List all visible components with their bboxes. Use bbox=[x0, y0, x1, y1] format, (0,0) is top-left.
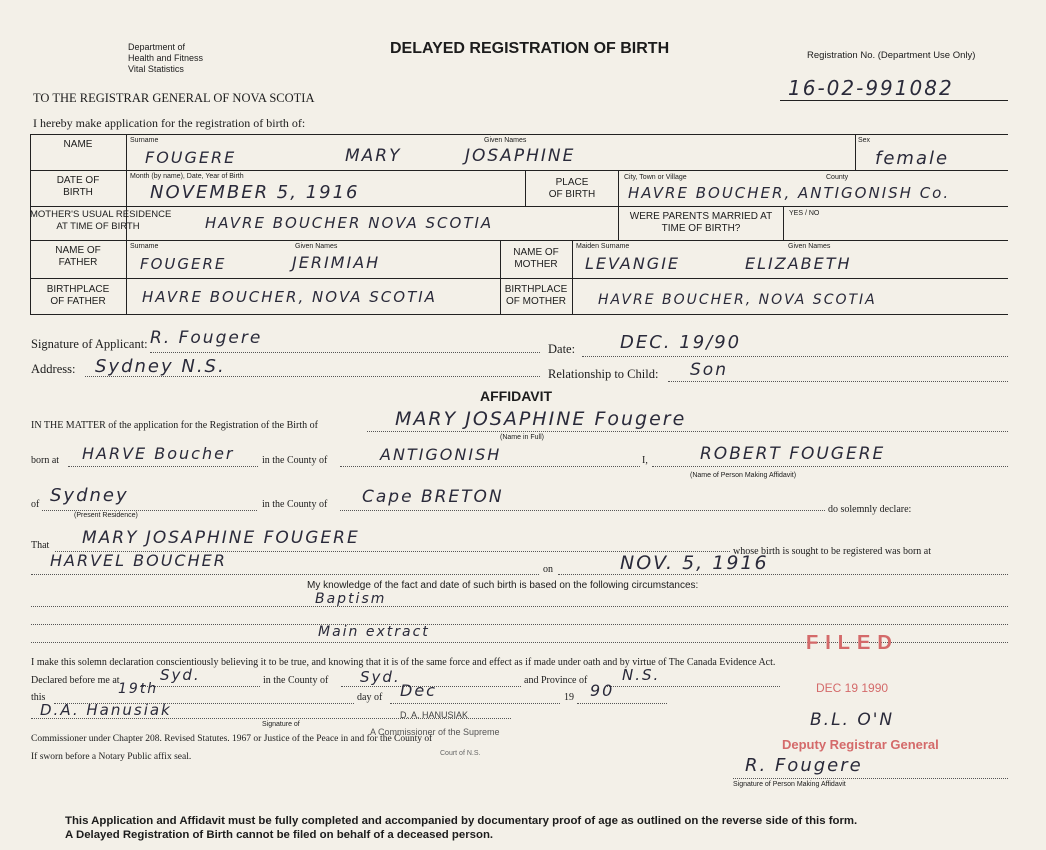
declared-county: Syd. bbox=[360, 668, 401, 686]
child-given-2: JOSAPHINE bbox=[465, 146, 576, 166]
relationship-label: Relationship to Child: bbox=[548, 367, 659, 381]
i-label: I, bbox=[642, 455, 648, 466]
registration-number: 16-02-991082 bbox=[788, 76, 954, 100]
name-in-full-caption: (Name in Full) bbox=[500, 434, 544, 441]
form-title: DELAYED REGISTRATION OF BIRTH bbox=[390, 40, 670, 57]
date-of-birth: NOVEMBER 5, 1916 bbox=[150, 182, 360, 203]
mother-residence-label: MOTHER'S USUAL RESIDENCE AT TIME OF BIRTH bbox=[30, 209, 172, 232]
born-date-2: NOV. 5, 1916 bbox=[620, 552, 769, 574]
residence-caption: (Present Residence) bbox=[74, 512, 138, 519]
mother-given-caption: Given Names bbox=[788, 243, 831, 250]
deponent-residence: Sydney bbox=[50, 485, 129, 506]
mother-residence: HAVRE BOUCHER NOVA SCOTIA bbox=[205, 214, 494, 232]
county-caption: County bbox=[826, 174, 849, 181]
solemn-declaration: I make this solemn declaration conscientiously believing it to be true, and knowing that it is of the same force and effect as if made under oath and by virtue of The Canada Evidence Act. bbox=[31, 657, 776, 668]
this-label: this bbox=[31, 692, 46, 703]
surname-caption: Surname bbox=[130, 137, 159, 144]
father-given-caption: Given Names bbox=[295, 243, 338, 250]
of-label: of bbox=[31, 499, 40, 510]
intro-text: I hereby make application for the registration of birth of: bbox=[33, 116, 306, 130]
that-label: That bbox=[31, 540, 50, 551]
address-label: Address: bbox=[31, 362, 76, 376]
father-name-label: NAME OF FATHER bbox=[55, 245, 101, 268]
year-prefix: 19 bbox=[564, 692, 574, 703]
dob-caption: Month (by name), Date, Year of Birth bbox=[130, 173, 244, 180]
date-label: Date: bbox=[548, 342, 576, 356]
signature-of-caption: Signature of bbox=[262, 721, 300, 728]
mother-name-label: NAME OF MOTHER bbox=[513, 247, 559, 270]
mother-birthplace: HAVRE BOUCHER, NOVA SCOTIA bbox=[598, 292, 877, 308]
whose-birth-text: whose birth is sought to be registered was born at bbox=[733, 546, 932, 557]
declared-month: Dec bbox=[400, 681, 437, 700]
child-given-1: MARY bbox=[345, 146, 402, 166]
sex-caption: Sex bbox=[858, 137, 871, 144]
date-of-birth-label: DATE OF BIRTH bbox=[56, 175, 100, 198]
declared-at: Syd. bbox=[160, 666, 201, 684]
declared-county-label: in the County of bbox=[263, 675, 329, 686]
born-at: HARVE Boucher bbox=[82, 444, 235, 463]
child-full-name: MARY JOSAPHINE Fougere bbox=[395, 408, 687, 430]
county-of-label: in the County of bbox=[262, 455, 328, 466]
notary-text: If sworn before a Notary Public affix seal. bbox=[31, 752, 192, 762]
mother-surname: LEVANGIE bbox=[585, 254, 681, 273]
child-surname: FOUGERE bbox=[145, 148, 237, 167]
deponent-name: ROBERT FOUGERE bbox=[700, 444, 886, 464]
mother-given: ELIZABETH bbox=[745, 254, 852, 273]
yes-no-caption: YES / NO bbox=[789, 210, 820, 217]
declared-year: 90 bbox=[590, 681, 615, 700]
father-birthplace-label: BIRTHPLACE OF FATHER bbox=[46, 284, 110, 307]
province-label: and Province of bbox=[524, 675, 588, 686]
applicant-signature: R. Fougere bbox=[150, 328, 263, 348]
addressee: TO THE REGISTRAR GENERAL OF NOVA SCOTIA bbox=[33, 91, 315, 105]
name-label: NAME bbox=[63, 139, 93, 150]
city-caption: City, Town or Village bbox=[624, 174, 687, 181]
commissioner-stamp-name: D. A. HANUSIAK bbox=[400, 710, 469, 720]
county2-label: in the County of bbox=[262, 499, 328, 510]
deponent-caption: (Name of Person Making Affidavit) bbox=[690, 472, 797, 479]
father-surname: FOUGERE bbox=[140, 255, 227, 273]
father-surname-caption: Surname bbox=[130, 243, 159, 250]
given-names-caption: Given Names bbox=[484, 137, 527, 144]
place-of-birth: HAVRE BOUCHER, ANTIGONISH Co. bbox=[628, 184, 951, 202]
born-place-2: HARVEL BOUCHER bbox=[50, 551, 227, 570]
declared-before-label: Declared before me at bbox=[31, 675, 120, 686]
solemnly-declare: do solemnly declare: bbox=[828, 504, 912, 515]
father-given: JERIMIAH bbox=[292, 253, 381, 272]
day-of-label: day of bbox=[357, 692, 383, 703]
on-label: on bbox=[543, 564, 553, 575]
affidavit-title: AFFIDAVIT bbox=[480, 388, 553, 404]
filed-date: DEC 19 1990 bbox=[816, 681, 889, 695]
commissioner-signature: D.A. Hanusiak bbox=[40, 701, 172, 719]
knowledge-text: My knowledge of the fact and date of such birth is based on the following circumstances: bbox=[307, 580, 699, 591]
child-sex: female bbox=[875, 148, 950, 169]
deponent-signature-caption: Signature of Person Making Affidavit bbox=[733, 781, 846, 788]
department-name: Department of Health and Fitness Vital Statistics bbox=[128, 42, 204, 74]
father-birthplace: HAVRE BOUCHER, NOVA SCOTIA bbox=[142, 288, 437, 306]
born-at-label: born at bbox=[31, 455, 60, 466]
filed-stamp: FILED bbox=[806, 632, 899, 654]
deponent-county: Cape BRETON bbox=[362, 487, 504, 507]
commissioner-stamp-title: A Commissioner of the Supreme bbox=[370, 727, 500, 737]
footer-note: This Application and Affidavit must be fully completed and accompanied by documentary proof of age as outlined on the reverse side of this form. A Delayed Registration of Birth cannot be filed on behalf of a deceased person. bbox=[65, 815, 858, 841]
commissioner-stamp-court: Court of N.S. bbox=[440, 750, 481, 757]
circumstance-1: Baptism bbox=[315, 591, 387, 607]
place-of-birth-label: PLACE OF BIRTH bbox=[548, 177, 596, 200]
applicant-signature-label: Signature of Applicant: bbox=[31, 337, 148, 351]
maiden-surname-caption: Maiden Surname bbox=[576, 243, 630, 250]
mother-birthplace-label: BIRTHPLACE OF MOTHER bbox=[504, 284, 568, 307]
parents-married-label: WERE PARENTS MARRIED AT TIME OF BIRTH? bbox=[629, 211, 773, 234]
province: N.S. bbox=[622, 666, 661, 684]
born-county: ANTIGONISH bbox=[380, 445, 502, 464]
relationship-to-child: Son bbox=[690, 360, 728, 380]
deputy-registrar-stamp: Deputy Registrar General bbox=[782, 737, 939, 752]
matter-text: IN THE MATTER of the application for the Registration of the Birth of bbox=[31, 420, 318, 431]
deponent-signature: R. Fougere bbox=[745, 755, 863, 776]
that-child-name: MARY JOSAPHINE FOUGERE bbox=[82, 528, 360, 548]
deputy-signature: B.L. O'N bbox=[810, 710, 895, 730]
declared-day: 19th bbox=[118, 681, 159, 697]
application-date: DEC. 19/90 bbox=[620, 332, 742, 353]
applicant-address: Sydney N.S. bbox=[95, 356, 226, 377]
registration-number-label: Registration No. (Department Use Only) bbox=[807, 50, 976, 61]
circumstance-2: Main extract bbox=[318, 624, 430, 640]
commissioner-text: Commissioner under Chapter 208. Revised Statutes. 1967 or Justice of the Peace in and for the County of bbox=[31, 734, 433, 744]
